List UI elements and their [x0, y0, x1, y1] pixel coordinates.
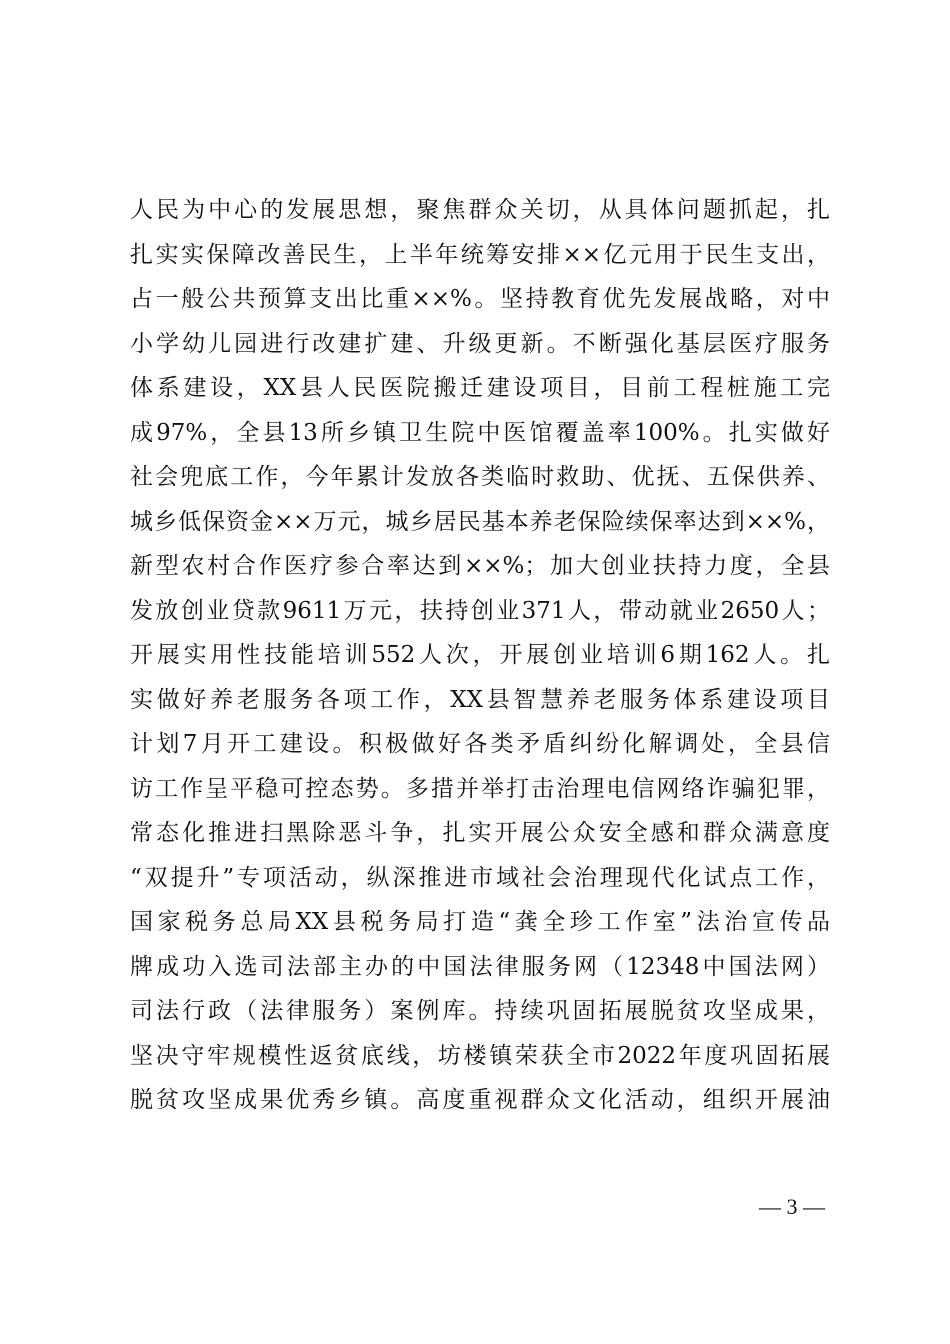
text-line: 体系建设，XX县人民医院搬迁建设项目，目前工程桩施工完: [130, 375, 830, 401]
text-line: 司法行政（法律服务）案例库。持续巩固拓展脱贫攻坚成果，: [130, 998, 830, 1024]
text-line: 访工作呈平稳可控态势。多措并举打击治理电信网络诈骗犯罪，: [130, 775, 830, 802]
text-line: 新型农村合作医疗参合率达到××%；加大创业扶持力度，全县: [130, 553, 830, 579]
text-line: 坚决守牢规模性返贫底线，坊楼镇荣获全市2022年度巩固拓展: [130, 1042, 830, 1069]
text-line: 小学幼儿园进行改建扩建、升级更新。不断强化基层医疗服务: [130, 330, 830, 357]
text-line: 常态化推进扫黑除恶斗争，扎实开展公众安全感和群众满意度: [130, 820, 830, 846]
text-line: 发放创业贷款9611万元，扶持创业371人，带动就业2650人；: [130, 597, 830, 624]
text-line: 计划7月开工建设。积极做好各类矛盾纠纷化解调处，全县信: [130, 731, 830, 757]
page-number: — 3 —: [759, 1194, 825, 1219]
text-line: 城乡低保资金××万元，城乡居民基本养老保险续保率达到××%，: [130, 508, 830, 535]
text-line: 实做好养老服务各项工作，XX县智慧养老服务体系建设项目: [130, 686, 830, 713]
text-line: 成97%，全县13所乡镇卫生院中医馆覆盖率100%。扎实做好: [130, 419, 830, 446]
body-text: [130, 188, 830, 1123]
text-line: 开展实用性技能培训552人次，开展创业培训6期162人。扎: [130, 642, 830, 668]
text-line: 国家税务总局XX县税务局打造“龚全珍工作室”法治宣传品: [130, 909, 830, 935]
text-line: 脱贫攻坚成果优秀乡镇。高度重视群众文化活动，组织开展油: [130, 1087, 830, 1113]
text-line: 占一般公共预算支出比重××%。坚持教育优先发展战略，对中: [130, 286, 830, 312]
text-line: “双提升”专项活动，纵深推进市域社会治理现代化试点工作，: [130, 864, 830, 891]
text-line: 社会兜底工作，今年累计发放各类临时救助、优抚、五保供养、: [130, 464, 830, 490]
text-line: 牌成功入选司法部主办的中国法律服务网（12348中国法网）: [130, 953, 830, 980]
text-line: 扎实实保障改善民生，上半年统筹安排××亿元用于民生支出，: [130, 241, 830, 268]
text-line: 人民为中心的发展思想，聚焦群众关切，从具体问题抓起，扎: [130, 197, 830, 223]
